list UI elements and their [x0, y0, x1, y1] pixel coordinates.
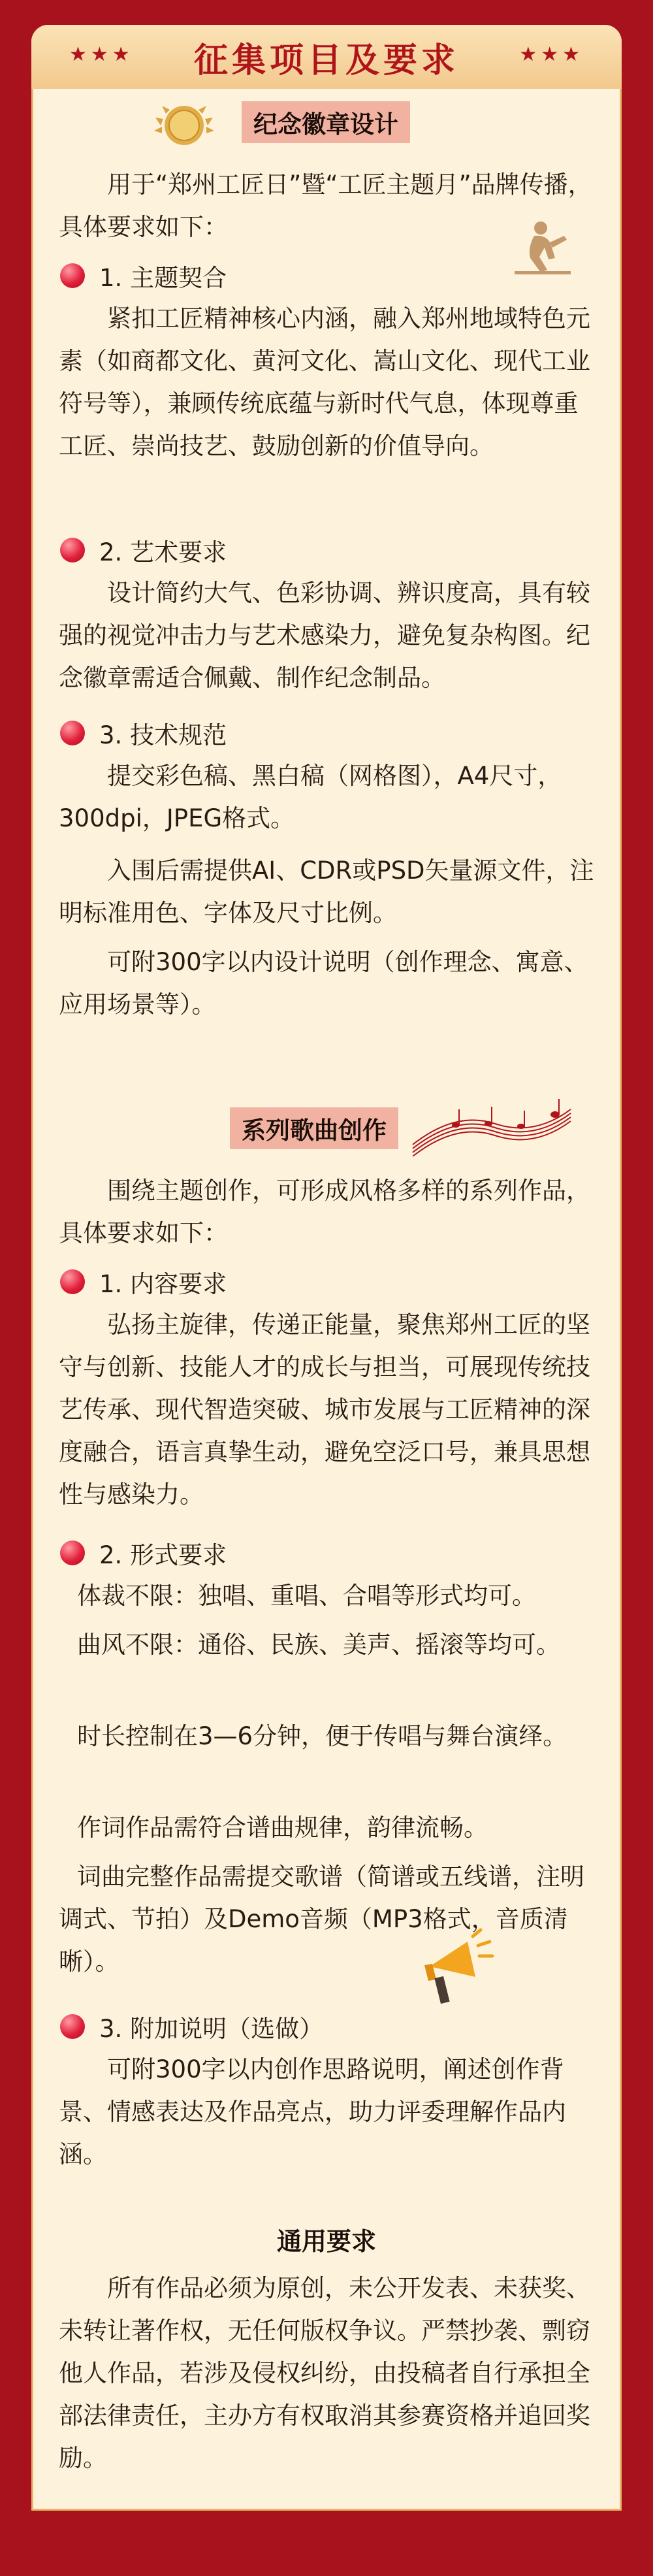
badge-text-3a: 提交彩色稿、黑白稿（网格图），A4尺寸，300dpi，JPEG格式。: [59, 762, 562, 832]
badge-text-3b: 入围后需提供AI、CDR或PSD矢量源文件，注明标准用色、字体及尺寸比例。: [59, 856, 594, 927]
section-header: [31, 25, 622, 89]
badge-bullet-3: [60, 715, 227, 751]
badge-text-1: 紧扣工匠精神核心内涵，融入郑州地域特色元素（如商都文化、黄河文化、嵩山文化、现代工业符号等），兼顾传统底蕴与新时代气息，体现尊重工匠、崇尚技艺、鼓励创新的价值导向。: [59, 304, 590, 460]
badge-text-2: 设计简约大气、色彩协调、辨识度高，具有较强的视觉冲击力与艺术感染力，避免复杂构图。纪念徽章需适合佩戴、制作纪念制品。: [59, 579, 590, 692]
badge-bullet-1: [60, 258, 227, 293]
bullet-dot-icon: [60, 721, 85, 745]
badge-intro: 用于“郑州工匠日”暨“工匠主题月”品牌传播，具体要求如下：: [59, 171, 592, 241]
bullet-label: 1. 内容要求: [99, 1270, 227, 1298]
song-text-3: 可附300字以内创作思路说明，阐述创作背景、情感表达及作品亮点，助力评委理解作品内涵。: [59, 2055, 566, 2168]
stars-left: ★★★: [69, 43, 134, 66]
stars-right: ★★★: [519, 43, 584, 66]
song-bullet-1: [60, 1264, 227, 1299]
song-text-2b: 曲风不限：通俗、民族、美声、摇滚等均可。: [77, 1631, 560, 1659]
song-bullet-3: [60, 2009, 323, 2044]
megaphone-icon: [418, 1927, 496, 2006]
bullet-label: 3. 附加说明（选做）: [99, 2015, 324, 2043]
general-text: 所有作品必须为原创，未公开发表、未获奖、未转让著作权，无任何版权争议。严禁抄袭、剽窃他人作品，若涉及侵权纠纷，由投稿者自行承担全部法律责任，主办方有权取消其参赛资格并追回奖励。: [59, 2274, 590, 2472]
song-text-2d: 作词作品需符合谱曲规律，韵律流畅。: [77, 1814, 488, 1842]
badge-section-label: 纪念徽章设计: [242, 101, 410, 143]
page-title: 征集项目及要求: [193, 41, 459, 80]
badge-bullet-2: [60, 532, 227, 568]
bullet-dot-icon: [60, 538, 85, 562]
bullet-dot-icon: [60, 2014, 85, 2039]
song-text-2c: 时长控制在3—6分钟，便于传唱与舞台演绎。: [77, 1722, 567, 1750]
bullet-dot-icon: [60, 263, 85, 288]
bullet-label: 3. 技术规范: [99, 721, 227, 749]
gold-medal-icon: [154, 99, 214, 153]
song-text-2e: 词曲完整作品需提交歌谱（简谱或五线谱，注明调式、节拍）及Demo音频（MP3格式，音质清晰）。: [59, 1863, 584, 1976]
song-intro: 围绕主题创作，可形成风格多样的系列作品，具体要求如下：: [59, 1177, 590, 1247]
song-bullet-2: [60, 1535, 227, 1571]
bullet-label: 2. 艺术要求: [99, 538, 227, 566]
bullet-dot-icon: [60, 1269, 85, 1294]
music-notes-icon: [410, 1098, 573, 1156]
badge-text-3c: 可附300字以内设计说明（创作理念、寓意、应用场景等）。: [59, 948, 588, 1019]
song-text-2a: 体裁不限：独唱、重唱、合唱等形式均可。: [77, 1582, 536, 1610]
bullet-dot-icon: [60, 1541, 85, 1565]
general-title: 通用要求: [276, 2227, 376, 2256]
song-section-label: 系列歌曲创作: [230, 1107, 398, 1149]
bullet-label: 1. 主题契合: [99, 264, 227, 292]
song-text-1: 弘扬主旋律，传递正能量，聚焦郑州工匠的坚守与创新、技能人才的成长与担当，可展现传统技艺传承、现代智造突破、城市发展与工匠精神的深度融合，语言真挚生动，避免空泛口号，兼具思想性与感染力。: [59, 1311, 590, 1508]
bullet-label: 2. 形式要求: [99, 1541, 227, 1569]
